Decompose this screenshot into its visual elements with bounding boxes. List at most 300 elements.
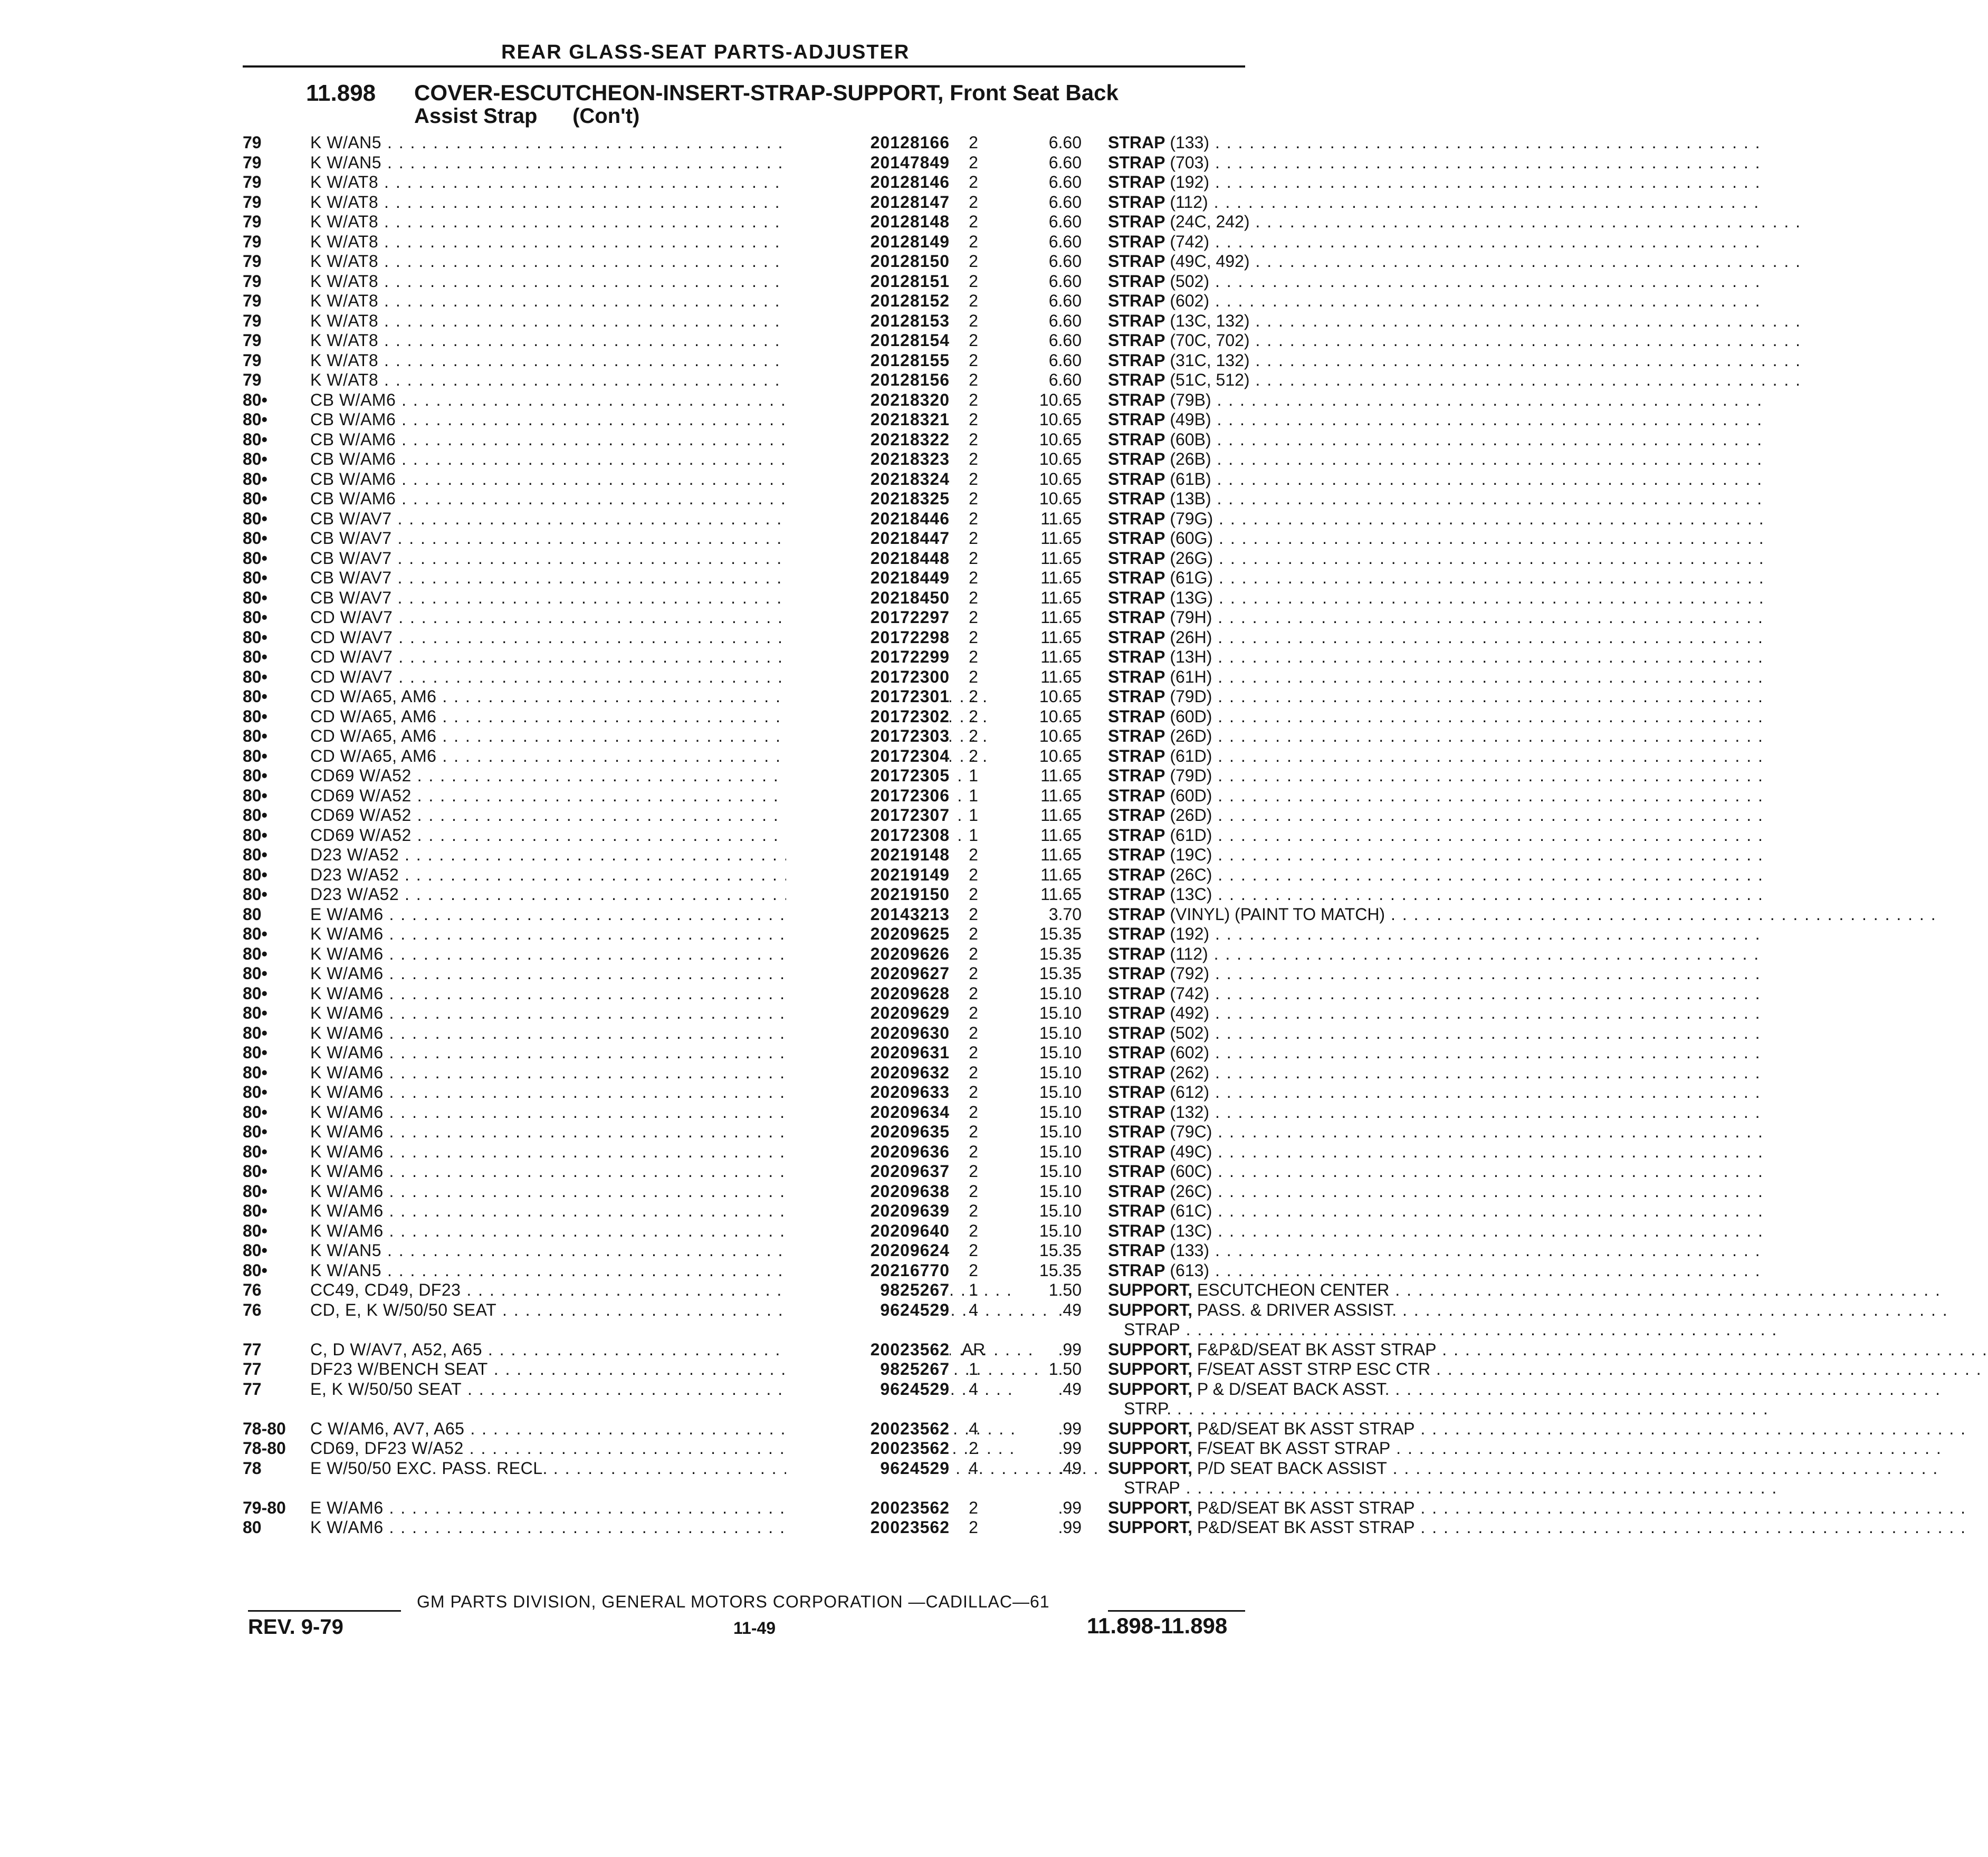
application: CD W/AV7 . . . bbox=[310, 608, 835, 627]
description-detail: (13H) bbox=[1170, 647, 1212, 666]
table-row bbox=[243, 746, 1245, 767]
description-detail: (79G) bbox=[1170, 509, 1213, 528]
price: 1.50 bbox=[1048, 1280, 1082, 1299]
description bbox=[1108, 1439, 1488, 1458]
part-number: 20172308 bbox=[786, 826, 950, 845]
part-number: 20172307 bbox=[786, 806, 950, 825]
part-number: 20209629 bbox=[786, 1003, 950, 1023]
quantity: 2 bbox=[969, 1498, 978, 1517]
description-detail: ESCUTCHEON CENTER bbox=[1197, 1280, 1390, 1299]
application: K W/AT8 . . . bbox=[310, 173, 835, 192]
quantity: 2 bbox=[969, 1102, 978, 1122]
description-keyword: STRAP bbox=[1108, 212, 1165, 231]
application: K W/AM6 . . . bbox=[310, 1043, 835, 1062]
description-continuation: STRAP . . . bbox=[1124, 1478, 1488, 1498]
header-rule bbox=[243, 65, 1245, 68]
application: E, K W/50/50 SEAT . . . bbox=[310, 1380, 835, 1399]
price: 15.10 bbox=[1039, 1221, 1082, 1240]
quantity: 2 bbox=[969, 311, 978, 330]
price: 10.65 bbox=[1039, 687, 1082, 706]
quantity: 2 bbox=[969, 173, 978, 192]
key-year: 79 bbox=[243, 192, 262, 212]
application: K W/AM6 . . . bbox=[310, 924, 835, 944]
table-row bbox=[243, 410, 1245, 430]
table-row bbox=[243, 430, 1245, 450]
application: CB W/AM6 . . . bbox=[310, 489, 835, 509]
quantity: 2 bbox=[969, 726, 978, 745]
description bbox=[1108, 964, 1488, 983]
key-year: 79-80 bbox=[243, 1498, 286, 1517]
price: 6.60 bbox=[1048, 350, 1082, 370]
part-number: 20147849 bbox=[786, 153, 950, 173]
table-row bbox=[243, 865, 1245, 885]
key-year: 80• bbox=[243, 766, 267, 785]
description bbox=[1108, 1261, 1488, 1280]
description-keyword: STRAP bbox=[1108, 291, 1165, 310]
description bbox=[1108, 647, 1488, 667]
description-keyword: SUPPORT, bbox=[1108, 1379, 1193, 1399]
table-row bbox=[243, 826, 1245, 846]
application: E W/AM6 . . . bbox=[310, 1498, 835, 1518]
description bbox=[1108, 1241, 1488, 1260]
application: K W/AT8 . . . bbox=[310, 370, 835, 390]
description bbox=[1108, 1221, 1488, 1241]
table-row bbox=[243, 687, 1245, 707]
application: K W/AN5 . . . bbox=[310, 1241, 835, 1260]
part-number: 20128151 bbox=[786, 272, 950, 291]
description-detail: (13C) bbox=[1170, 1221, 1212, 1240]
application: K W/AT8 . . . bbox=[310, 311, 835, 331]
part-number: 20218322 bbox=[786, 430, 950, 449]
application: K W/AT8 . . . bbox=[310, 272, 835, 291]
description-keyword: SUPPORT, bbox=[1108, 1518, 1193, 1537]
part-number: 20172301 bbox=[786, 687, 950, 706]
key-year: 80• bbox=[243, 1102, 267, 1122]
part-number: 20172298 bbox=[786, 628, 950, 647]
description bbox=[1108, 924, 1488, 944]
part-number: 20128166 bbox=[786, 133, 950, 152]
part-number: 20209630 bbox=[786, 1023, 950, 1043]
description bbox=[1108, 351, 1488, 370]
price: .99 bbox=[1058, 1518, 1082, 1537]
part-number: 20209628 bbox=[786, 984, 950, 1003]
table-row bbox=[243, 1063, 1245, 1083]
price: .99 bbox=[1058, 1439, 1082, 1458]
part-number: 9624529 bbox=[786, 1459, 950, 1478]
description-keyword: SUPPORT, bbox=[1108, 1419, 1193, 1438]
description bbox=[1108, 133, 1488, 152]
quantity: 2 bbox=[969, 1221, 978, 1240]
table-row bbox=[243, 173, 1245, 193]
key-year: 80• bbox=[243, 726, 267, 745]
price: 15.35 bbox=[1039, 1241, 1082, 1260]
price: 11.65 bbox=[1040, 885, 1082, 904]
description-keyword: STRAP bbox=[1108, 1043, 1165, 1062]
price: 6.60 bbox=[1048, 311, 1082, 330]
description-detail: (49C, 492) bbox=[1170, 252, 1250, 271]
quantity: 2 bbox=[969, 647, 978, 666]
description bbox=[1108, 667, 1488, 687]
description-detail: (13B) bbox=[1170, 489, 1211, 508]
table-row bbox=[243, 1498, 1415, 1518]
part-number: 20218450 bbox=[786, 588, 950, 608]
quantity: 2 bbox=[969, 133, 978, 152]
price: 11.65 bbox=[1040, 509, 1082, 528]
key-year: 80• bbox=[243, 1083, 267, 1102]
description bbox=[1108, 212, 1488, 232]
description bbox=[1108, 1380, 1488, 1399]
description bbox=[1108, 430, 1488, 449]
price: 6.60 bbox=[1048, 192, 1082, 212]
key-year: 80• bbox=[243, 429, 267, 449]
price: 11.65 bbox=[1040, 825, 1082, 845]
key-year: 80• bbox=[243, 845, 267, 864]
part-number: 20218446 bbox=[786, 509, 950, 529]
price: 15.10 bbox=[1039, 1083, 1082, 1102]
description-keyword: STRAP bbox=[1108, 1083, 1165, 1102]
application: D23 W/A52 . . . bbox=[310, 885, 835, 904]
description-keyword: SUPPORT, bbox=[1108, 1439, 1193, 1458]
description bbox=[1108, 1182, 1488, 1201]
description-detail: (24C, 242) bbox=[1170, 212, 1250, 231]
table-row bbox=[243, 1043, 1245, 1063]
key-year: 79 bbox=[243, 291, 262, 310]
price: 1.50 bbox=[1048, 1360, 1082, 1379]
quantity: 2 bbox=[969, 469, 978, 489]
quantity: 2 bbox=[969, 845, 978, 864]
description-detail: P/D SEAT BACK ASSIST bbox=[1197, 1458, 1387, 1478]
quantity: 2 bbox=[969, 1122, 978, 1141]
description-detail: (51C, 512) bbox=[1170, 370, 1250, 389]
part-number: 20172300 bbox=[786, 667, 950, 687]
table-row bbox=[243, 628, 1245, 648]
description-keyword: STRAP bbox=[1108, 1162, 1165, 1181]
quantity: 2 bbox=[969, 885, 978, 904]
key-year: 80• bbox=[243, 449, 267, 468]
key-year: 80• bbox=[243, 469, 267, 489]
description-detail: (60B) bbox=[1170, 429, 1211, 449]
description-keyword: STRAP bbox=[1108, 1122, 1165, 1141]
price: 6.60 bbox=[1048, 212, 1082, 231]
description-detail: (502) bbox=[1170, 271, 1210, 291]
description-keyword: STRAP bbox=[1108, 766, 1165, 785]
description bbox=[1108, 1063, 1488, 1083]
description-detail: P&D/SEAT BK ASST STRAP bbox=[1197, 1518, 1415, 1537]
part-number: 20172306 bbox=[786, 786, 950, 806]
description-keyword: SUPPORT, bbox=[1108, 1300, 1193, 1319]
part-number: 20209640 bbox=[786, 1221, 950, 1241]
description-keyword: STRAP bbox=[1108, 746, 1165, 765]
description-keyword: STRAP bbox=[1108, 152, 1165, 172]
description-detail: P & D/SEAT BACK ASST. bbox=[1197, 1379, 1390, 1399]
quantity: 2 bbox=[969, 410, 978, 429]
part-number: 20209632 bbox=[786, 1063, 950, 1083]
key-year: 80• bbox=[243, 509, 267, 528]
price: 11.65 bbox=[1040, 627, 1082, 647]
part-number: 20218324 bbox=[786, 470, 950, 489]
description bbox=[1108, 331, 1488, 350]
key-year: 80• bbox=[243, 885, 267, 904]
application: C W/AM6, AV7, A65 . . . bbox=[310, 1419, 835, 1439]
part-number: 20128149 bbox=[786, 232, 950, 252]
application: DF23 W/BENCH SEAT . . . bbox=[310, 1360, 835, 1379]
description-keyword: STRAP bbox=[1108, 311, 1165, 330]
description-keyword: STRAP bbox=[1108, 429, 1165, 449]
description bbox=[1108, 1023, 1488, 1043]
table-row bbox=[243, 1182, 1245, 1202]
application: K W/AT8 . . . bbox=[310, 232, 835, 252]
price: .99 bbox=[1058, 1498, 1082, 1517]
key-year: 80• bbox=[243, 786, 267, 805]
table-row bbox=[243, 449, 1245, 470]
quantity: 2 bbox=[969, 529, 978, 548]
description-keyword: STRAP bbox=[1108, 608, 1165, 627]
description-keyword: STRAP bbox=[1108, 647, 1165, 666]
quantity: 2 bbox=[969, 944, 978, 963]
price: 3.70 bbox=[1048, 904, 1082, 924]
table-row bbox=[243, 1280, 1390, 1300]
quantity: 4 bbox=[969, 1419, 978, 1438]
description-detail: (31C, 132) bbox=[1170, 350, 1250, 370]
quantity: 2 bbox=[969, 271, 978, 291]
description-keyword: STRAP bbox=[1108, 509, 1165, 528]
description-keyword: STRAP bbox=[1108, 410, 1165, 429]
application: CD69 W/A52 . . . bbox=[310, 786, 835, 806]
price: 10.65 bbox=[1039, 489, 1082, 508]
quantity: 2 bbox=[969, 1003, 978, 1022]
description bbox=[1108, 568, 1488, 588]
application: K W/AN5 . . . bbox=[310, 1261, 835, 1280]
price: 11.65 bbox=[1040, 865, 1082, 884]
description bbox=[1108, 806, 1488, 825]
description bbox=[1108, 845, 1488, 865]
application: CD69, DF23 W/A52 . . . bbox=[310, 1439, 835, 1458]
description-detail: (602) bbox=[1170, 1043, 1210, 1062]
table-row bbox=[243, 1518, 1415, 1538]
application: K W/AM6 . . . bbox=[310, 1142, 835, 1162]
description bbox=[1108, 1360, 1488, 1379]
application: K W/AM6 . . . bbox=[310, 1083, 835, 1102]
application: K W/AM6 . . . bbox=[310, 1221, 835, 1241]
price: 10.65 bbox=[1039, 706, 1082, 726]
key-year: 79 bbox=[243, 350, 262, 370]
description-detail: (133) bbox=[1170, 1241, 1210, 1260]
description-keyword: STRAP bbox=[1108, 232, 1165, 251]
description bbox=[1108, 1103, 1488, 1122]
description-keyword: STRAP bbox=[1108, 548, 1165, 568]
quantity: 2 bbox=[969, 1083, 978, 1102]
key-year: 80• bbox=[243, 687, 267, 706]
application: E W/50/50 EXC. PASS. RECL. . . . bbox=[310, 1459, 835, 1478]
price: 6.60 bbox=[1048, 152, 1082, 172]
quantity: 2 bbox=[969, 1043, 978, 1062]
key-year: 80• bbox=[243, 489, 267, 508]
description-detail: (60C) bbox=[1170, 1162, 1212, 1181]
quantity: 1 bbox=[969, 1360, 978, 1379]
description-keyword: SUPPORT, bbox=[1108, 1280, 1193, 1299]
description-keyword: STRAP bbox=[1108, 1181, 1165, 1201]
part-number: 20209626 bbox=[786, 944, 950, 964]
description-keyword: STRAP bbox=[1108, 627, 1165, 647]
quantity: 2 bbox=[969, 904, 978, 924]
description-detail: (133) bbox=[1170, 133, 1210, 152]
table-row bbox=[243, 1360, 1431, 1380]
description bbox=[1108, 1142, 1488, 1162]
section-subtitle: Assist Strap (Con't) bbox=[414, 104, 640, 128]
description-keyword: STRAP bbox=[1108, 726, 1165, 745]
description-detail: (26G) bbox=[1170, 548, 1213, 568]
description-keyword: STRAP bbox=[1108, 1023, 1165, 1042]
table-row bbox=[243, 1201, 1245, 1221]
key-year: 79 bbox=[243, 133, 262, 152]
description-keyword: STRAP bbox=[1108, 1062, 1165, 1082]
quantity: 2 bbox=[969, 983, 978, 1003]
table-row bbox=[243, 845, 1245, 865]
price: 11.65 bbox=[1040, 647, 1082, 666]
description-detail: (26H) bbox=[1170, 627, 1212, 647]
footer-page-number: 11-49 bbox=[733, 1619, 776, 1638]
part-number: 20128148 bbox=[786, 212, 950, 232]
key-year: 80• bbox=[243, 1122, 267, 1141]
application: K W/AM6 . . . bbox=[310, 1122, 835, 1142]
description-detail: (61D) bbox=[1170, 746, 1212, 765]
quantity: 2 bbox=[969, 548, 978, 568]
key-year: 80• bbox=[243, 1003, 267, 1022]
description-keyword: STRAP bbox=[1108, 568, 1165, 587]
quantity: 4 bbox=[969, 1300, 978, 1319]
price: 15.35 bbox=[1039, 964, 1082, 983]
description-keyword: SUPPORT, bbox=[1108, 1339, 1193, 1359]
table-row bbox=[243, 1142, 1245, 1162]
description-detail: (112) bbox=[1170, 944, 1208, 963]
part-number: 20209627 bbox=[786, 964, 950, 983]
part-number: 20219150 bbox=[786, 885, 950, 904]
description-detail: (79D) bbox=[1170, 766, 1212, 785]
description-detail: F&P&D/SEAT BK ASST STRAP bbox=[1197, 1339, 1437, 1359]
description-keyword: STRAP bbox=[1108, 904, 1165, 924]
description bbox=[1108, 885, 1488, 904]
description bbox=[1108, 1419, 1488, 1439]
description-keyword: STRAP bbox=[1108, 825, 1165, 845]
table-row bbox=[243, 1162, 1245, 1182]
part-number: 20209639 bbox=[786, 1201, 950, 1221]
description-keyword: STRAP bbox=[1108, 350, 1165, 370]
table-row bbox=[243, 291, 1245, 311]
application: CD W/A65, AM6 . . . bbox=[310, 746, 835, 766]
quantity: 2 bbox=[969, 964, 978, 983]
quantity: 2 bbox=[969, 568, 978, 587]
price: .99 bbox=[1058, 1419, 1082, 1438]
key-year: 80• bbox=[243, 1241, 267, 1260]
application: K W/AM6 . . . bbox=[310, 1201, 835, 1221]
table-row bbox=[243, 133, 1245, 153]
part-number: 20219148 bbox=[786, 845, 950, 865]
application: CD69 W/A52 . . . bbox=[310, 766, 835, 786]
description-detail: (49B) bbox=[1170, 410, 1211, 429]
quantity: 2 bbox=[969, 608, 978, 627]
quantity: 2 bbox=[969, 706, 978, 726]
key-year: 78 bbox=[243, 1458, 262, 1478]
quantity: 2 bbox=[969, 509, 978, 528]
key-year: 80• bbox=[243, 410, 267, 429]
price: 6.60 bbox=[1048, 173, 1082, 192]
description-detail: (613) bbox=[1170, 1260, 1210, 1280]
table-row bbox=[243, 786, 1245, 806]
part-number: 20128150 bbox=[786, 252, 950, 271]
price: 10.65 bbox=[1039, 746, 1082, 765]
price: 11.65 bbox=[1040, 588, 1082, 607]
application: K W/AT8 . . . bbox=[310, 252, 835, 271]
description-keyword: STRAP bbox=[1108, 489, 1165, 508]
quantity: 1 bbox=[969, 806, 978, 825]
key-year: 80• bbox=[243, 1043, 267, 1062]
quantity: 2 bbox=[969, 1518, 978, 1537]
price: 15.10 bbox=[1039, 1122, 1082, 1141]
price: 15.10 bbox=[1039, 1142, 1082, 1161]
footer-section-range: 11.898-11.898 bbox=[1087, 1613, 1228, 1638]
table-row bbox=[243, 509, 1245, 529]
description-detail: (612) bbox=[1170, 1083, 1210, 1102]
table-row bbox=[243, 1023, 1245, 1044]
description-keyword: STRAP bbox=[1108, 192, 1165, 212]
key-year: 79 bbox=[243, 271, 262, 291]
description-detail: (703) bbox=[1170, 152, 1210, 172]
application: CD W/AV7 . . . bbox=[310, 667, 835, 687]
description bbox=[1108, 746, 1488, 766]
part-number: 20209636 bbox=[786, 1142, 950, 1162]
description bbox=[1108, 1518, 1488, 1537]
application: CB W/AM6 . . . bbox=[310, 430, 835, 449]
description-keyword: STRAP bbox=[1108, 687, 1165, 706]
part-number: 20209637 bbox=[786, 1162, 950, 1181]
description-continuation: STRAP . . . bbox=[1124, 1320, 1488, 1339]
key-year: 80• bbox=[243, 865, 267, 884]
key-year: 80• bbox=[243, 964, 267, 983]
description bbox=[1108, 588, 1488, 608]
description-detail: P&D/SEAT BK ASST STRAP bbox=[1197, 1498, 1415, 1517]
price: 15.10 bbox=[1039, 1043, 1082, 1062]
key-year: 80• bbox=[243, 568, 267, 587]
key-year: 77 bbox=[243, 1339, 262, 1359]
application: CD W/A65, AM6 . . . bbox=[310, 726, 835, 746]
description-detail: (61H) bbox=[1170, 667, 1212, 686]
description-detail: (79D) bbox=[1170, 687, 1212, 706]
part-number: 9825267 bbox=[786, 1360, 950, 1379]
description bbox=[1108, 470, 1488, 489]
description-detail: (70C, 702) bbox=[1170, 331, 1250, 350]
table-row bbox=[243, 370, 1250, 390]
table-row bbox=[243, 1003, 1245, 1023]
application: K W/AM6 . . . bbox=[310, 1518, 835, 1537]
quantity: 2 bbox=[969, 1142, 978, 1161]
page-title: REAR GLASS-SEAT PARTS-ADJUSTER bbox=[501, 41, 910, 63]
price: 6.60 bbox=[1048, 133, 1082, 152]
table-row bbox=[243, 549, 1245, 569]
table-row bbox=[243, 1261, 1245, 1281]
part-number: 20023562 bbox=[786, 1419, 950, 1439]
price: 11.65 bbox=[1040, 548, 1082, 568]
quantity: 2 bbox=[969, 152, 978, 172]
description bbox=[1108, 1003, 1488, 1023]
part-number: 20172299 bbox=[786, 647, 950, 667]
price: 10.65 bbox=[1039, 429, 1082, 449]
part-number: 20218448 bbox=[786, 549, 950, 568]
description bbox=[1108, 311, 1488, 331]
key-year: 79 bbox=[243, 232, 262, 251]
part-number: 20209633 bbox=[786, 1083, 950, 1102]
part-number: 9624529 bbox=[786, 1380, 950, 1399]
description-keyword: STRAP bbox=[1108, 133, 1165, 152]
